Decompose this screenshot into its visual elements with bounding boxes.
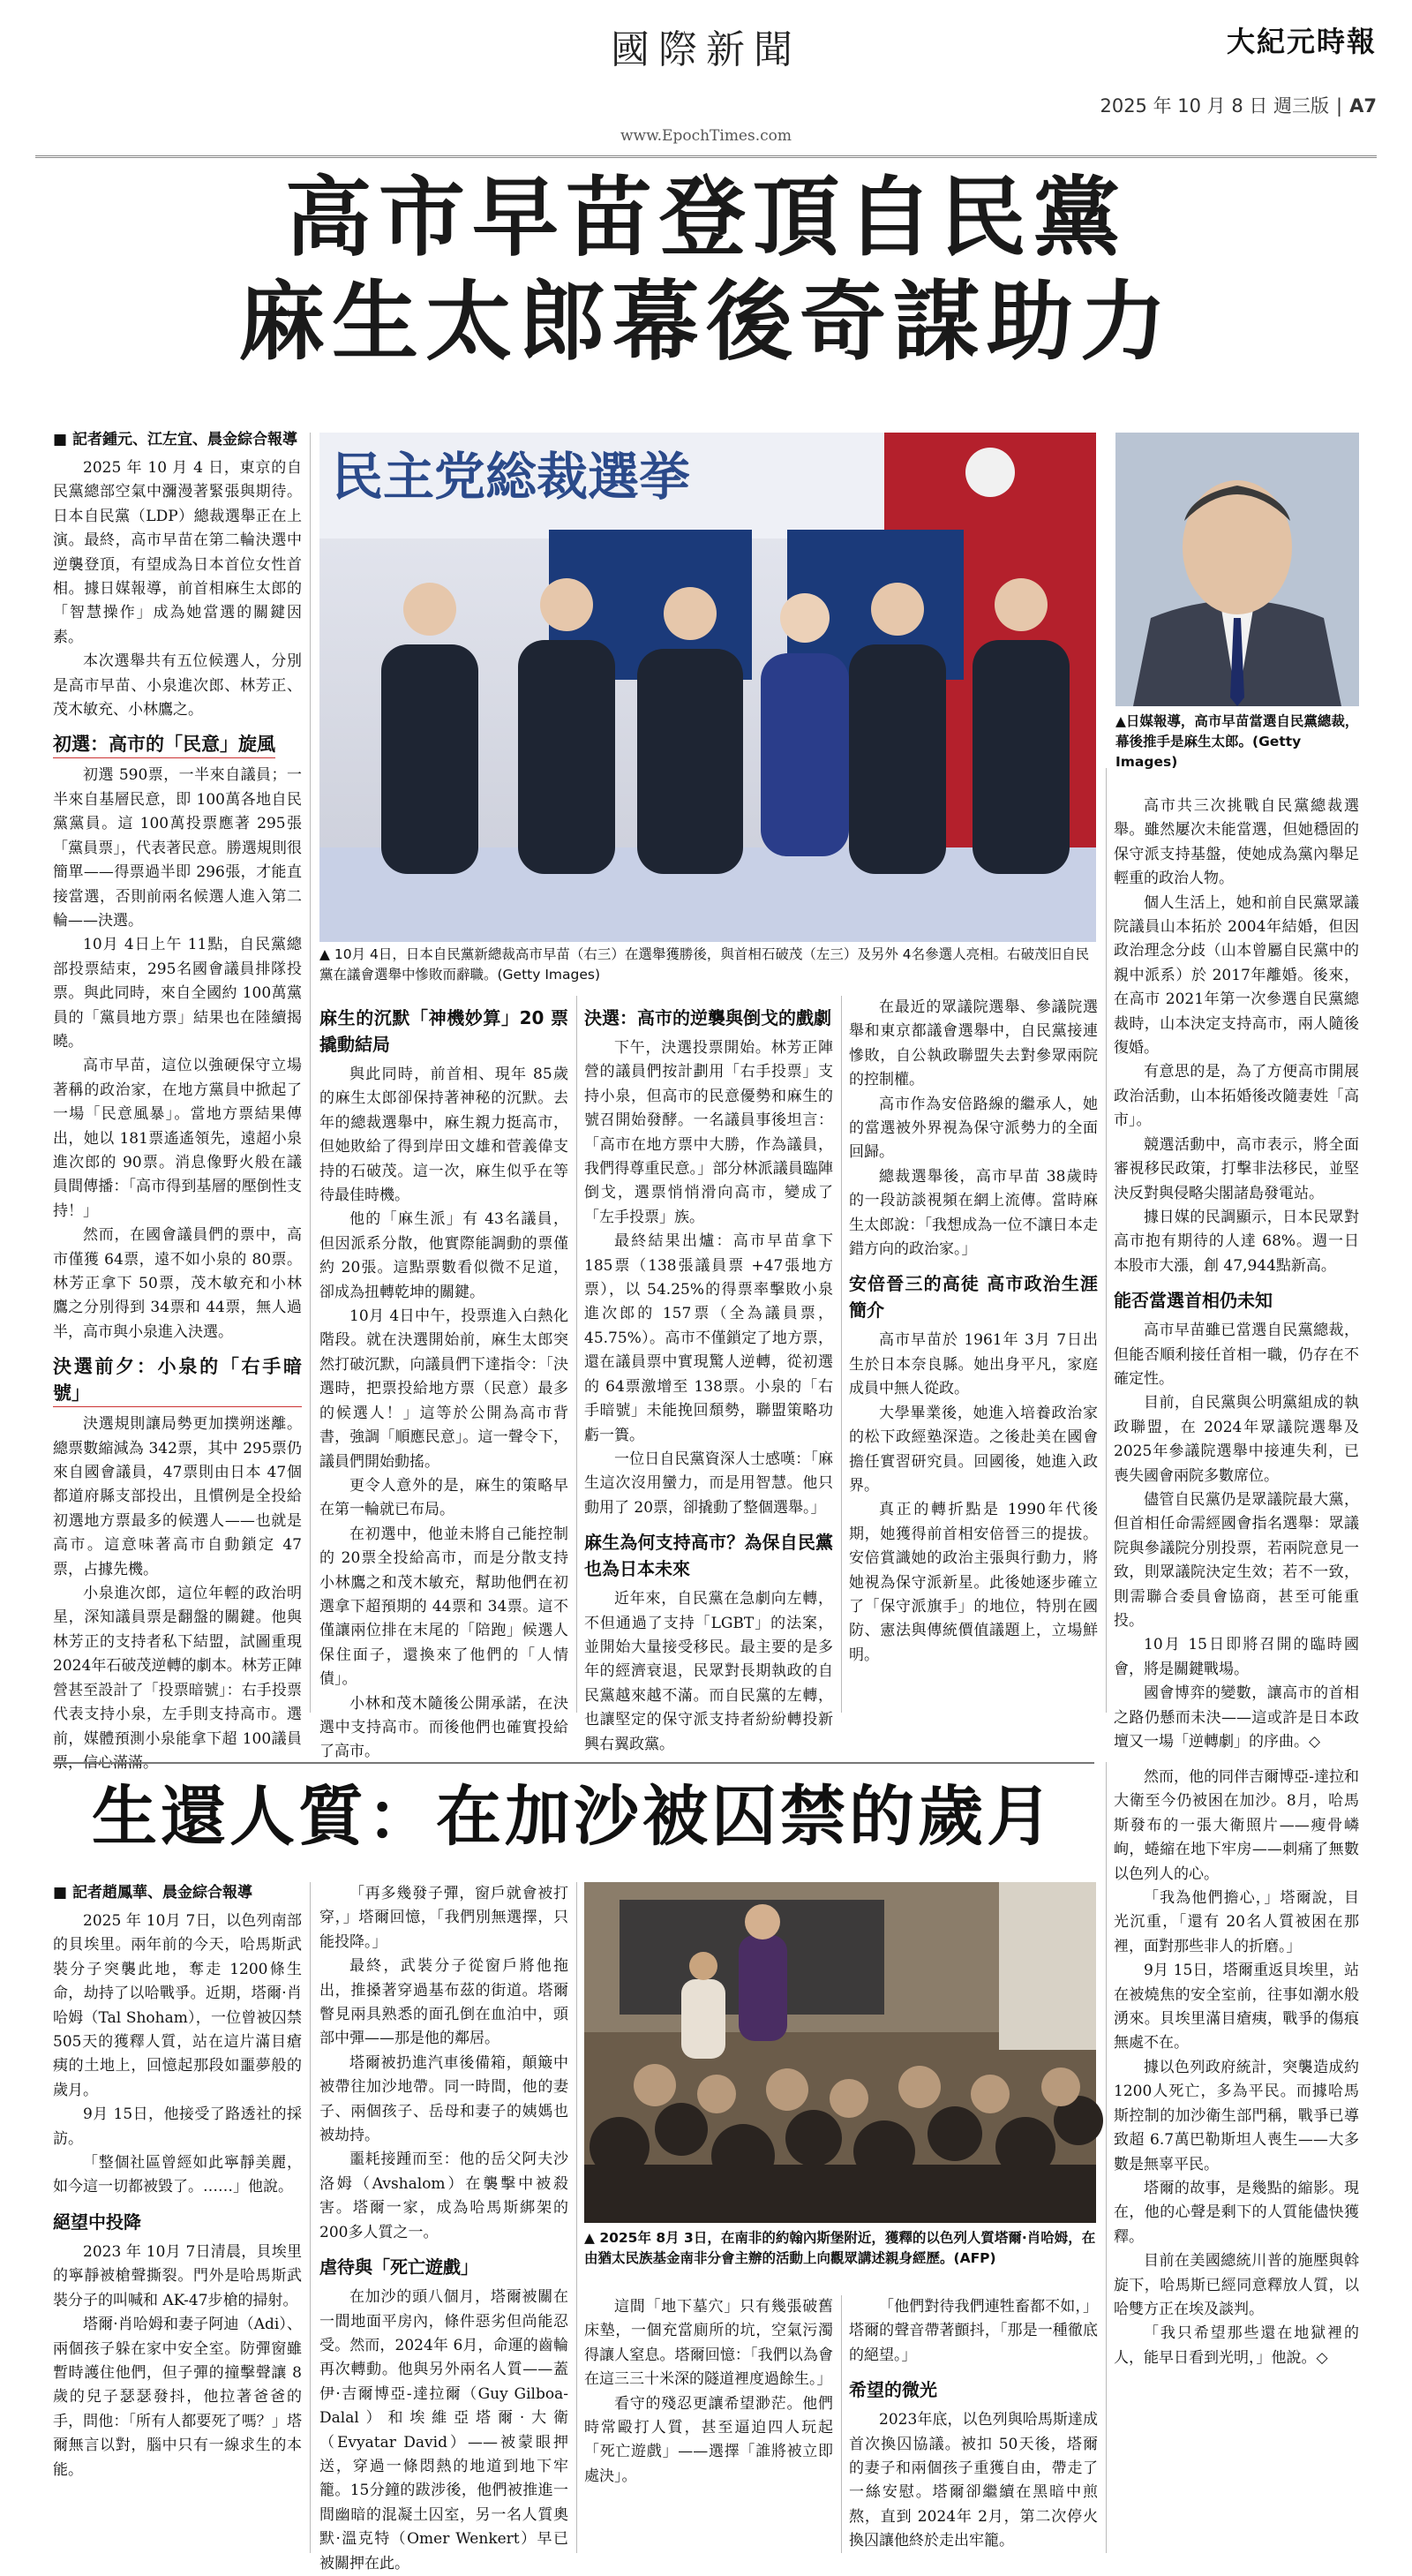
- issue-date: 2025 年 10 月 8 日 週三版: [1100, 95, 1330, 117]
- subhead: 麻生為何支持高市？為保自民黨 也為日本未來: [584, 1532, 833, 1580]
- subhead: 能否當選首相仍未知: [1114, 1290, 1273, 1312]
- a1-column-2: 麻生的沉默「神機妙算」20 票撬動結局 與此同時，前首相、現年 85歲的麻生太郎卻保持著神秘的沉默。去年的總裁選舉中，麻生親力挺高市，但她敗給了得到岸田文雄和菅義偉支持的石破茂。這一次，麻生似乎在等待最佳時機。 他的「麻生派」有 43名議員，但因派系分散，他實際能調動的票僅約 20張。這點票數看似微不足道，卻成為扭轉乾坤的關鍵。 10月 4日中午，投票進入白熱化階段。就在決選開始前，麻生太郎突然打破沉默，向議員們下達指令：「決選時，把票投給地方票（民意）最多的候選人！」這等於公開為高市背書，強調「順應民意」。這一聲令下，議員們開始動搖。 更令人意外的是，麻生的策略早在第一輪就已布局。 在初選中，他並未將自己能控制的 20票全投給高市，而是分散支持小林鷹之和茂木敏充，幫助他們在初選拿下超預期的 44票和 34票。這不僅讓兩位排在末尾的「陪跑」候選人保住面子，還換來了他們的「人情債」。 小林和茂木隨後公開承諾，在決選中支持高市。而後他們也確實投給了高市。: [319, 996, 568, 1713]
- subhead: 安倍晉三的高徒 高市政治生涯簡介: [849, 1273, 1098, 1322]
- a1-column-4: 在最近的眾議院選舉、參議院選舉和東京都議會選舉中，自民黨接連慘敗，自公執政聯盟失去對參眾兩院的控制權。 高市作為安倍路線的繼承人，她的當選被外界視為保守派勢力的全面回歸。 總裁選舉後，高市早苗 38歲時的一段訪談視頻在網上流傳。當時麻生太郎說：「我想成為一位不讓日本走錯方向的政治家。」 安倍晉三的高徒 高市政治生涯簡介 高市早苗於 1961年 3月 7日出生於日本奈良縣。她出身平凡，家庭成員中無人從政。 大學畢業後，她進入培養政治家的松下政經塾深造。之後赴美在國會擔任實習研究員。回國後，她進入政界。 真正的轉折點是 1990年代後期，她獲得前首相安倍晉三的提拔。安倍賞識她的政治主張與行動力，將她視為保守派新星。此後她逐步確立了「保守派旗手」的地位，特別在國防、憲法與傳統價值議題上，立場鮮明。: [849, 998, 1098, 1664]
- masthead-logo: 大紀元時報: [1226, 25, 1377, 58]
- photo-caption-2: ▲日媒報導，高市早苗當選自民黨總裁，幕後推手是麻生太郎。(Getty Images): [1115, 713, 1359, 770]
- headline-line-1: 高市早苗登頂自民黨: [284, 168, 1127, 268]
- dateline: 2025 年 10 月 8 日 週三版 | A7: [1100, 95, 1377, 117]
- event-illustration: [584, 1882, 1096, 2223]
- a1-byline: ■ 記者鍾元、江左宜、晨金綜合報導: [53, 431, 297, 448]
- subhead: 希望的微光: [849, 2379, 937, 2401]
- subhead: 虐待與「死亡遊戲」: [319, 2256, 478, 2278]
- column-rule: [841, 2295, 842, 2553]
- portrait-illustration: [1115, 433, 1359, 706]
- a1-column-1: ■ 記者鍾元、江左宜、晨金綜合報導 2025 年 10 月 4 日，東京的自民黨總部空氣中瀰漫著緊張與期待。日本自民黨（LDP）總裁選舉正在上演。最終，高市早苗在第二輪決選中逆襲登頂，有望成為日本首位女性首相。據日媒報導，前首相麻生太郎的「智慧操作」成為她當選的關鍵因素。 本次選舉共有五位候選人，分別是高市早苗、小泉進次郎、林芳正、茂木敏充、小林鷹之。 初選：高市的「民意」旋風 初選 590票，一半來自議員；一半來自基層民意，即 100萬各地自民黨黨員。這 100萬投票應著 295張「黨員票」，代表著民意。勝選規則很簡單——得票過半即 296張，才能直接當選，否則前兩名候選人進入第二輪——決選。 10月 4日上午 11點，自民黨總部投票結束，295名國會議員排隊投票。與此同時，來自全國約 100萬黨員的「黨員地方票」結果也在陸續揭曉。 高市早苗，這位以強硬保守立場著稱的政治家，在地方黨員中掀起了一場「民意風暴」。當地方票結果傳出，她以 181票遙遙領先，遠超小泉進次郎的 90票。消息像野火般在議員間傳播：「高市得到基層的壓倒性支持！」 然而，在國會議員們的票中，高市僅獲 64票，遠不如小泉的 80票。林芳正拿下 50票，茂木敏充和小林鷹之分別得到 34票和 44票，無人過半，高市與小泉進入決選。 決選前夕：小泉的「右手暗號」 決選規則讓局勢更加撲朔迷離。總票數縮減為 342票，其中 295票仍來自國會議員，47票則由日本 47個都道府縣支部投出，且慣例是全投給初選地方票最多的候選人——也就是高市。這意味著高市自動鎖定 47票，占據先機。 小泉進次郎，這位年輕的政治明星，深知議員票是翻盤的關鍵。他與林芳正的支持者私下結盟，試圖重現 2024年石破茂逆轉的劇本。林芳正陣營甚至設計了「投票暗號」：右手投票代表支持小泉，左手則支持高市。選前，媒體預測小泉能拿下超 100議員票，信心滿滿。: [53, 431, 302, 1772]
- subhead: 決選：高市的逆襲與倒戈的戲劇: [584, 1007, 831, 1028]
- photo-ldp-candidates: [319, 433, 1096, 942]
- column-rule: [1106, 768, 1107, 1713]
- header-rule: [35, 155, 1377, 158]
- subhead: 決選前夕：小泉的「右手暗號」: [53, 1353, 302, 1407]
- page-number: A7: [1349, 95, 1377, 117]
- subhead: 初選：高市的「民意」旋風: [53, 731, 275, 758]
- column-rule: [841, 996, 842, 1713]
- photo-aso-portrait: [1115, 433, 1359, 706]
- a2-headline: 生還人質：在加沙被囚禁的歲月: [92, 1779, 1055, 1855]
- column-rule: [1106, 1762, 1107, 2553]
- column-rule: [576, 1882, 577, 2553]
- column-rule: [576, 996, 577, 1713]
- a2-column-4: 「他們對待我們連牲畜都不如，」塔爾的聲音帶著顫抖，「那是一種徹底的絕望。」 希望的微光 2023年底，以色列與哈馬斯達成首次換囚協議。被扣 50天後，塔爾的妻子和兩個孩子重獲自由，帶走了一絲安慰。塔爾卻繼續在黑暗中煎熬，直到 2024年 2月，第二次停火換囚讓他終於走出牢籠。: [849, 2298, 1098, 2550]
- column-rule: [310, 433, 311, 1713]
- subhead: 絕望中投降: [53, 2211, 141, 2233]
- photo-caption-3: ▲ 2025年 8月 3日，在南非的約翰內斯堡附近，獲釋的以色列人質塔爾·肖哈姆，在由猶太民族基金南非分會主辦的活動上向觀眾講述親身經歷。(AFP): [584, 2230, 1096, 2266]
- column-rule: [310, 1882, 311, 2553]
- a1-column-5: 高市共三次挑戰自民黨總裁選舉。雖然屢次未能當選，但她穩固的保守派支持基盤，使她成為黨內舉足輕重的政治人物。 個人生活上，她和前自民黨眾議院議員山本拓於 2004年結婚，但因政治理念分歧（山本曾屬自民黨中的親中派系）於 2017年離婚。後來，在高市 2021年第一次參選自民黨總裁時，山本決定支持高市，兩人隨後復婚。 有意思的是，為了方便高市開展政治活動，山本拓婚後改隨妻姓「高市」。 競選活動中，高市表示，將全面審視移民政策，打擊非法移民，並堅決反對與侵略尖閣諸島發電站。 據日媒的民調顯示，日本民眾對高市抱有期待的人達 68%。週一日本股市大漲，創 47,944點新高。 能否當選首相仍未知 高市早苗雖已當選自民黨總裁，但能否順利接任首相一職，仍存在不確定性。 目前，自民黨與公明黨組成的執政聯盟，在 2024年眾議院選舉及 2025年參議院選舉中接連失利，已喪失國會兩院多數席位。 儘管自民黨仍是眾議院最大黨，但首相任命需經國會指名選舉：眾議院與參議院分別投票，若兩院意見一致，則眾議院決定生效；若不一致，則需聯合委員會協商，甚至可能重投。 10月 15日即將召開的臨時國會，將是關鍵戰場。 國會博弈的變數，讓高市的首相之路仍懸而未決——這或許是日本政壇又一場「逆轉劇」的序曲。◇: [1114, 797, 1359, 1751]
- photo-hostage-speaker: [584, 1882, 1096, 2223]
- article-separator: [53, 1762, 1094, 1764]
- a2-column-2: 「再多幾發子彈，窗戶就會被打穿，」塔爾回憶，「我們別無選擇，只能投降。」 最終，武裝分子從窗戶將他拖出，推搡著穿過基布茲的街道。塔爾瞥見兩具熟悉的面孔倒在血泊中，頭部中彈——那是他的鄰居。 塔爾被扔進汽車後備箱，顛簸中被帶往加沙地帶。同一時間，他的妻子、兩個孩子、岳母和妻子的姨媽也被劫持。 噩耗接踵而至：他的岳父阿夫沙洛姆（Avshalom）在襲擊中被殺害。塔爾一家，成為哈馬斯綁架的 200多人質之一。 虐待與「死亡遊戲」 在加沙的頭八個月，塔爾被關在一間地面平房內，條件惡劣但尚能忍受。然而，2024年 6月，命運的齒輪再次轉動。他與另外兩名人質——蓋伊·吉爾博亞-達拉爾（Guy Gilboa-Dalal）和埃維亞塔爾·大衛（Evyatar David）——被蒙眼押送，穿過一條悶熱的地道到地下牢籠。15分鐘的跋涉後，他們被推進一間幽暗的混凝土囚室，另一名人質奧默·溫克特（Omer Wenkert）早已被關押在此。: [319, 1885, 568, 2572]
- photo-caption-1: ▲ 10月 4日，日本自民黨新總裁高市早苗（右三）在選舉獲勝後，與首相石破茂（左三）及另外 4名參選人亮相。右破茂旧自民黨在議會選舉中慘敗而辭職。(Getty Images): [319, 946, 1090, 983]
- photo-illustration: [319, 433, 1096, 942]
- headline-line-2: 麻生太郎幕後奇謀助力: [237, 272, 1174, 373]
- a2-column-5: 然而，他的同伴吉爾博亞-達拉和大衛至今仍被困在加沙。8月，哈馬斯發布的一張大衛照片——瘦骨嶙峋，蜷縮在地下牢房——刺痛了無數以色列人的心。 「我為他們擔心，」塔爾說，目光沉重，「還有 20名人質被困在那裡，面對那些非人的折磨。」 9月 15日，塔爾重返貝埃里，站在被燒焦的安全室前，往事如潮水般湧來。貝埃里滿目瘡痍，戰爭的傷痕無處不在。 據以色列政府統計，突襲造成約 1200人死亡，多為平民。而據哈馬斯控制的加沙衛生部門稱，戰爭已導致超 6.7萬巴勒斯坦人喪生——大多數是無辜平民。 塔爾的故事，是幾點的縮影。現在，他的心聲是剩下的人質能儘快獲釋。 目前在美國總統川普的施壓與斡旋下，哈馬斯已經同意釋放人質，以哈雙方正在埃及談判。 「我只希望那些還在地獄裡的人，能早日看到光明，」他說。◇: [1114, 1768, 1359, 2367]
- backdrop-sign: 民主党総裁選挙: [332, 447, 691, 507]
- a2-column-1: ■ 記者趙鳳華、晨金綜合報導 2025 年 10月 7日，以色列南部的貝埃里。兩年前的今天，哈馬斯武裝分子突襲此地，奪走 1200條生命，劫持了以哈戰爭。近期，塔爾·肖哈姆（Tal Shoham），一位曾被囚禁 505天的獲釋人質，站在這片滿目瘡痍的土地上，回憶起那段如噩夢般的歲月。 9月 15日，他接受了路透社的採訪。 「整個社區曾經如此寧靜美麗，如今這一切都被毀了。……」他說。 絕望中投降 2023 年 10月 7日清晨，貝埃里的寧靜被槍聲撕裂。門外是哈馬斯武裝分子的叫喊和 AK-47步槍的掃射。 塔爾·肖哈姆和妻子阿迪（Adi）、兩個孩子躲在家中安全室。防彈窗雖暫時護住他們，但子彈的撞擊聲讓 8歲的兒子瑟瑟發抖，他拉著爸爸的手，問他：「所有人都要死了嗎？」塔爾無言以對，腦中只有一線求生的本能。: [53, 1884, 302, 2479]
- section-title: 國際新聞: [611, 27, 801, 72]
- a2-byline: ■ 記者趙鳳華、晨金綜合報導: [53, 1884, 252, 1902]
- site-url[interactable]: www.EpochTimes.com: [620, 127, 792, 145]
- a1-column-3: 決選：高市的逆襲與倒戈的戲劇 下午，決選投票開始。林芳正陣營的議員們按計劃用「右手投票」支持小泉，但高市的民意優勢和麻生的號召開始發酵。一名議員事後坦言：「高市在地方票中大勝，作為議員，我們得尊重民意。」部分林派議員臨陣倒戈，選票悄悄滑向高市，變成了「左手投票」族。 最終結果出爐：高市早苗拿下 185票（138張議員票 +47張地方票），以 54.25%的得票率擊敗小泉進次郎的 157票（全為議員票，45.75%）。高市不僅鎖定了地方票，還在議員票中實現驚人逆轉，從初選的 64票激增至 138票。小泉的「右手暗號」未能挽回頹勢，聯盟策略功虧一簣。 一位日自民黨資深人士感嘆：「麻生這次沒用蠻力，而是用智慧。他只動用了 20票，卻撬動了整個選舉。」 麻生為何支持高市？為保自民黨 也為日本未來 近年來，自民黨在急劇向左轉，不但通過了支持「LGBT」的法案，並開始大量接受移民。最主要的是多年的經濟衰退，民眾對長期執政的自民黨越來越不滿。而自民黨的左轉，也讓堅定的保守派支持者紛紛轉投新興右翼政黨。: [584, 996, 833, 1713]
- a2-column-3: 這間「地下墓穴」只有幾張破舊床墊，一個充當廁所的坑，空氣污濁得讓人窒息。塔爾回憶：「我們以為會在這三三十米深的隧道裡度過餘生。」 看守的殘忍更讓希望渺茫。他們時常毆打人質，甚至逼迫四人玩起「死亡遊戲」——選擇「誰將被立即處決」。: [584, 2298, 833, 2485]
- subhead: 麻生的沉默「神機妙算」20 票撬動結局: [319, 1007, 568, 1055]
